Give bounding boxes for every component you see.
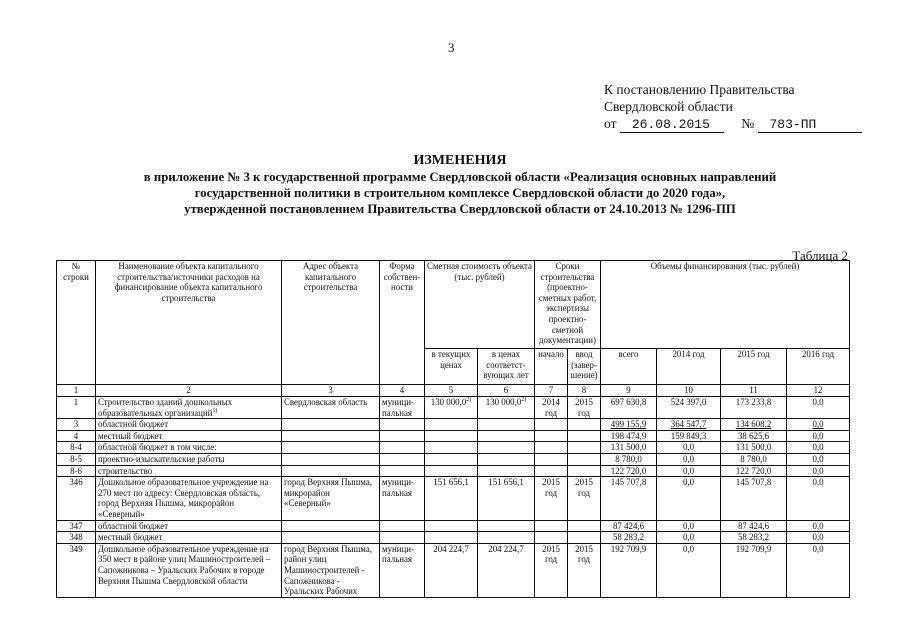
row-total: 8 780,0 xyxy=(601,453,657,465)
table-row xyxy=(57,397,850,419)
col-header-terms: Сроки строительства (проектно-сметных работ, экспертизы проектно-сметной документации) xyxy=(535,261,601,349)
row-2014: 0,0 xyxy=(657,543,721,597)
row-name: областной бюджет xyxy=(96,520,282,532)
row-address: город Верхняя Пышма, микрорайон «Северный» xyxy=(282,477,380,520)
row-cost-actual xyxy=(478,397,535,419)
col-header-terms-start: начало xyxy=(535,349,568,385)
row-cost-actual xyxy=(478,453,535,465)
row-end xyxy=(568,465,601,477)
row-ownership xyxy=(380,532,425,544)
row-2014: 159 849,3 xyxy=(657,430,721,442)
row-cost-actual xyxy=(478,430,535,442)
col-header-cost: Сметная стоимость объекта (тыс. рублей) xyxy=(425,261,535,349)
table-row xyxy=(57,477,850,520)
row-end: 2015 год xyxy=(568,543,601,597)
row-address xyxy=(282,465,380,477)
row-2016: 0,0 xyxy=(787,532,850,544)
decree-no-label: № xyxy=(741,116,755,131)
row-2016: 0,0 xyxy=(787,397,850,419)
row-2015: 192 709,9 xyxy=(721,543,787,597)
column-number-row xyxy=(57,385,850,397)
row-start xyxy=(535,532,568,544)
row-address xyxy=(282,419,380,431)
row-total: 58 283,2 xyxy=(601,532,657,544)
col-header-cost-actual: в ценах соответст-вующих лет xyxy=(478,349,535,385)
row-end xyxy=(568,453,601,465)
col-number: 11 xyxy=(721,385,787,397)
row-total: 87 424,6 xyxy=(601,520,657,532)
row-no: 8-5 xyxy=(57,453,96,465)
row-2015: 173 233,8 xyxy=(721,397,787,419)
row-end xyxy=(568,430,601,442)
row-start xyxy=(535,453,568,465)
row-address xyxy=(282,430,380,442)
row-name: местный бюджет xyxy=(96,532,282,544)
row-start xyxy=(535,465,568,477)
row-cost-current xyxy=(425,442,478,454)
table-row xyxy=(57,520,850,532)
row-2014: 0,0 xyxy=(657,532,721,544)
row-2015: 134 608,2 xyxy=(721,419,787,431)
decree-line-1: К постановлению Правительства xyxy=(604,82,795,97)
decree-reference xyxy=(604,81,862,133)
row-2016: 0,0 xyxy=(787,543,850,597)
row-2015: 122 720,0 xyxy=(721,465,787,477)
page-number: 3 xyxy=(448,40,455,55)
row-start xyxy=(535,520,568,532)
row-2014: 0,0 xyxy=(657,520,721,532)
col-header-fin-total: всего xyxy=(601,349,657,385)
col-header-no: № строки xyxy=(57,261,96,385)
row-2016: 0,0 xyxy=(787,465,850,477)
row-cost-actual xyxy=(478,442,535,454)
row-start xyxy=(535,430,568,442)
table-row xyxy=(57,442,850,454)
row-cost-actual: 151 656,1 xyxy=(478,477,535,520)
col-number: 2 xyxy=(96,385,282,397)
row-cost-current xyxy=(425,453,478,465)
row-end: 2015 год xyxy=(568,397,601,419)
col-header-fin-2016: 2016 год xyxy=(787,349,850,385)
table-row xyxy=(57,419,850,431)
row-ownership: муници-пальная xyxy=(380,477,425,520)
row-2016: 0,0 xyxy=(787,477,850,520)
row-cost-actual xyxy=(478,465,535,477)
row-address xyxy=(282,532,380,544)
row-2016: 0,0 xyxy=(787,442,850,454)
row-2015: 145 707,8 xyxy=(721,477,787,520)
row-ownership xyxy=(380,520,425,532)
row-2014: 524 397,0 xyxy=(657,397,721,419)
row-end: 2015 год xyxy=(568,477,601,520)
col-header-fin-2015: 2015 год xyxy=(721,349,787,385)
row-name: местный бюджет xyxy=(96,430,282,442)
row-name: областной бюджет в том числе: xyxy=(96,442,282,454)
row-start: 2014 год xyxy=(535,397,568,419)
decree-from-label: от xyxy=(604,116,617,131)
row-ownership xyxy=(380,453,425,465)
row-total: 499 155,9 xyxy=(601,419,657,431)
table-row xyxy=(57,465,850,477)
col-header-cost-current: в текущих ценах xyxy=(425,349,478,385)
row-name: областной бюджет xyxy=(96,419,282,431)
footnote-mark: 1) xyxy=(212,407,218,414)
row-2014: 0,0 xyxy=(657,465,721,477)
col-header-finance: Объемы финансирования (тыс. рублей) xyxy=(601,261,850,349)
row-cost-actual xyxy=(478,532,535,544)
row-total: 122 720,0 xyxy=(601,465,657,477)
row-end xyxy=(568,520,601,532)
row-cost-current xyxy=(425,532,478,544)
financing-table xyxy=(56,260,850,598)
row-total: 192 709,9 xyxy=(601,543,657,597)
row-name xyxy=(96,397,282,419)
header-row-1 xyxy=(57,261,850,349)
row-no: 8-4 xyxy=(57,442,96,454)
col-header-terms-end: ввод (завер-шение) xyxy=(568,349,601,385)
row-no: 8-6 xyxy=(57,465,96,477)
row-name-text: Строительство зданий дошкольных образовательных организаций xyxy=(98,397,233,418)
row-end xyxy=(568,419,601,431)
row-no: 347 xyxy=(57,520,96,532)
row-no: 346 xyxy=(57,477,96,520)
heading-title: ИЗМЕНЕНИЯ xyxy=(413,153,507,168)
row-no: 3 xyxy=(57,419,96,431)
row-cost-actual: 204 224,7 xyxy=(478,543,535,597)
row-address xyxy=(282,453,380,465)
row-2014: 0,0 xyxy=(657,442,721,454)
row-no: 349 xyxy=(57,543,96,597)
row-2014: 364 547,7 xyxy=(657,419,721,431)
col-number: 6 xyxy=(478,385,535,397)
decree-line-2: Свердловской области xyxy=(604,99,733,114)
col-number: 5 xyxy=(425,385,478,397)
heading-line-2: государственной политики в строительном комплексе Свердловской области до 2020 года», xyxy=(194,186,726,200)
row-cost-current: 204 224,7 xyxy=(425,543,478,597)
row-no: 1 xyxy=(57,397,96,419)
row-no: 4 xyxy=(57,430,96,442)
row-start xyxy=(535,419,568,431)
row-start: 2015 год xyxy=(535,543,568,597)
row-cost-actual xyxy=(478,520,535,532)
row-start: 2015 год xyxy=(535,477,568,520)
row-name: Дошкольное образовательное учреждение на 270 мест по адресу: Свердловская область, город Верхняя Пышма, микрорайон «Северный» xyxy=(96,477,282,520)
col-header-name: Наименование объекта капитального строительства/источники расходов на финансирование объекта капитального строительства xyxy=(96,261,282,385)
table-row xyxy=(57,532,850,544)
row-total: 697 630,8 xyxy=(601,397,657,419)
row-total: 198 474,9 xyxy=(601,430,657,442)
col-number: 12 xyxy=(787,385,850,397)
row-cost-current: 151 656,1 xyxy=(425,477,478,520)
row-2014: 0,0 xyxy=(657,477,721,520)
row-address: город Верхняя Пышма, район улиц Машиностроителей - Сапожникова - Уральских Рабочих xyxy=(282,543,380,597)
row-2015: 87 424,6 xyxy=(721,520,787,532)
row-2016: 0,0 xyxy=(787,520,850,532)
decree-number: 783-ПП xyxy=(758,118,862,133)
row-ownership: муници-пальная xyxy=(380,397,425,419)
row-2016: 0,0 xyxy=(787,419,850,431)
col-number: 1 xyxy=(57,385,96,397)
table-row xyxy=(57,543,850,597)
row-ownership: муници-пальная xyxy=(380,543,425,597)
footnote-mark: 2) xyxy=(521,397,527,404)
col-number: 8 xyxy=(568,385,601,397)
table-label: Таблица 2 xyxy=(792,248,848,263)
row-cost-current xyxy=(425,520,478,532)
row-2015: 58 283,2 xyxy=(721,532,787,544)
heading-line-1: в приложение № 3 к государственной программе Свердловской области «Реализация основных направлений xyxy=(143,170,777,184)
table-row xyxy=(57,453,850,465)
col-number: 7 xyxy=(535,385,568,397)
row-2015: 8 780,0 xyxy=(721,453,787,465)
table-row xyxy=(57,430,850,442)
row-2016: 0,0 xyxy=(787,430,850,442)
row-name: Дошкольное образовательное учреждение на 350 мест в районе улиц Машиностроителей – Сапожникова – Уральских Рабочих в городе Верхняя Пышма Свердловской области xyxy=(96,543,282,597)
row-start xyxy=(535,442,568,454)
cost-actual-value: 130 000,0 xyxy=(485,397,522,407)
row-cost-current xyxy=(425,465,478,477)
row-cost-current xyxy=(425,430,478,442)
row-total: 131 500,0 xyxy=(601,442,657,454)
col-number: 9 xyxy=(601,385,657,397)
row-end xyxy=(568,532,601,544)
row-cost-current xyxy=(425,397,478,419)
row-2016: 0,0 xyxy=(787,453,850,465)
col-header-fin-2014: 2014 год xyxy=(657,349,721,385)
cost-current-value: 130 000,0 xyxy=(430,397,467,407)
row-ownership xyxy=(380,442,425,454)
decree-date-line xyxy=(604,115,862,133)
row-2014: 0,0 xyxy=(657,453,721,465)
row-ownership xyxy=(380,465,425,477)
row-cost-actual xyxy=(478,419,535,431)
row-total: 145 707,8 xyxy=(601,477,657,520)
heading-line-3: утвержденной постановлением Правительства Свердловской области от 24.10.2013 № 1296-ПП xyxy=(184,202,736,216)
row-name: строительство xyxy=(96,465,282,477)
row-no: 348 xyxy=(57,532,96,544)
col-number: 3 xyxy=(282,385,380,397)
col-number: 10 xyxy=(657,385,721,397)
col-header-address: Адрес объекта капитального строительства xyxy=(282,261,380,385)
row-cost-current xyxy=(425,419,478,431)
document-heading xyxy=(120,153,800,217)
col-header-ownership: Форма собствен-ности xyxy=(380,261,425,385)
col-number: 4 xyxy=(380,385,425,397)
row-end xyxy=(568,442,601,454)
row-address xyxy=(282,520,380,532)
row-address: Свердловская область xyxy=(282,397,380,419)
row-address xyxy=(282,442,380,454)
footnote-mark: 2) xyxy=(466,397,472,404)
decree-date: 26.08.2015 xyxy=(620,118,724,133)
row-ownership xyxy=(380,419,425,431)
row-2015: 38 625,6 xyxy=(721,430,787,442)
row-name: проектно-изыскательские работы xyxy=(96,453,282,465)
row-2015: 131 500,0 xyxy=(721,442,787,454)
row-ownership xyxy=(380,430,425,442)
